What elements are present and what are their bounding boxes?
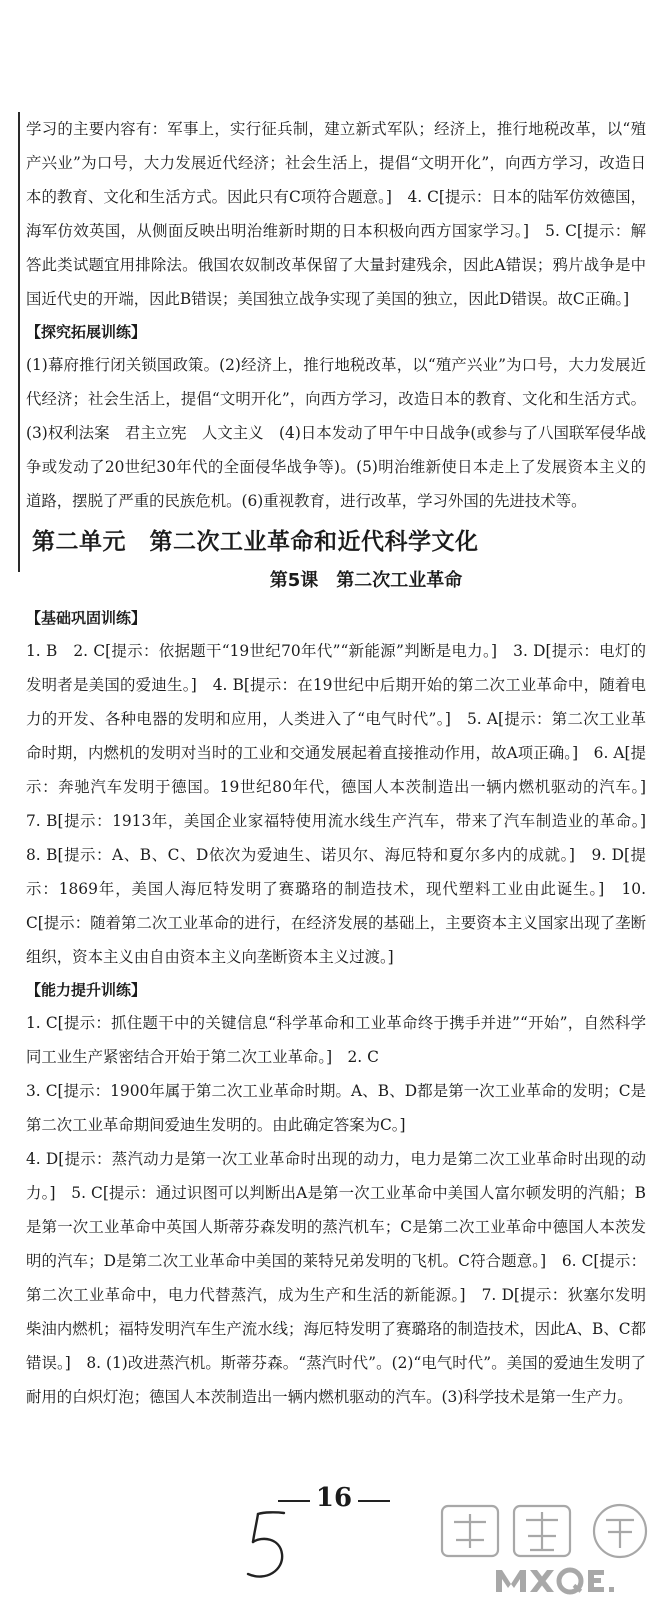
unit-title: 第二单元 第二次工业革命和近代科学文化 [32, 529, 479, 555]
section-title-explore: 【探究拓展训练】 [26, 323, 147, 341]
page-number-dash-right [358, 1500, 390, 1502]
watermark-logo [430, 1500, 665, 1600]
page-number-text: 16 [315, 1483, 353, 1513]
ability-answers-2: 3. C[提示：1900年属于第二次工业革命时期。A、B、D都是第一次工业革命的发明；C是第二次工业革命期间爱迪生发明的。由此确定答案为C。] [26, 1082, 646, 1134]
answer-paragraph-continued: 学习的主要内容有：军事上，实行征兵制，建立新式军队；经济上，推行地税改革，以“殖产兴业”为口号，大力发展近代经济；社会生活上，提倡“文明开化”，向西方学习，改造日本的教育、文化和生活方式。因此只有C项符合题意。] 4. C[提示：日本的陆军仿效德国，海军仿效英国，从侧面反映出明治维新时期的日本积极向西方国家学习。] 5. C[提示：解答此类试题宜用排除法。俄国农奴制改革保留了大量封建残余，因此A错误；鸦片战争是中国近代史的开端，因此B错误；美国独立战争实现了美国的独立，因此D错误。故C正确。] [26, 120, 646, 308]
left-margin-rule [18, 112, 20, 572]
section-title-ability: 【能力提升训练】 [26, 981, 147, 999]
ability-answers-1: 1. C[提示：抓住题干中的关键信息“科学革命和工业革命终于携手并进”“开始”，自然科学同工业生产紧密结合开始于第二次工业革命。] 2. C [26, 1014, 646, 1066]
page-number-dash-left [278, 1500, 310, 1502]
lesson-title: 第5课 第二次工业革命 [269, 570, 463, 591]
page-content [26, 112, 662, 1414]
basic-answers: 1. B 2. C[提示：依据题干“19世纪70年代”“新能源”判断是电力。] 3. D[提示：电灯的发明者是美国的爱迪生。] 4. B[提示：在19世纪中后期开始的第二次工业革命中，随着电力的开发、各种电器的发明和应用，人类进入了“电气时代”。] 5. A[提示：第二次工业革命时期，内燃机的发明对当时的工业和交通发展起着直接推动作用，故A项正确。] 6. A[提示：奔驰汽车发明于德国。19世纪80年代，德国人本茨制造出一辆内燃机驱动的汽车。] 7. B[提示：1913年，美国企业家福特使用流水线生产汽车，带来了汽车制造业的革命。] 8. B[提示：A、B、C、D依次为爱迪生、诺贝尔、海厄特和夏尔多内的成就。] 9. D[提示：1869年，美国人海厄特发明了赛璐珞的制造技术，现代塑料工业由此诞生。] 10. C[提示：随着第二次工业革命的进行，在经济发展的基础上，主要资本主义国家出现了垄断组织，资本主义由自由资本主义向垄断资本主义过渡。] [26, 642, 662, 966]
ability-answers-3: 4. D[提示：蒸汽动力是第一次工业革命时出现的动力，电力是第二次工业革命时出现的动力。] 5. C[提示：通过识图可以判断出A是第一次工业革命中美国人富尔顿发明的汽船；B是第一次工业革命中英国人斯蒂芬森发明的蒸汽机车；C是第二次工业革命中德国人本茨发明的汽车；D是第二次工业革命中美国的莱特兄弟发明的飞机。C符合题意。] 6. C[提示：第二次工业革命中，电力代替蒸汽，成为生产和生活的新能源。] 7. D[提示：狄塞尔发明柴油内燃机；福特发明汽车生产流水线；海厄特发明了赛璐珞的制造技术，因此A、B、C都错误。] 8. (1)改进蒸汽机。斯蒂芬森。“蒸汽时代”。(2)“电气时代”。美国的爱迪生发明了耐用的白炽灯泡；德国人本茨制造出一辆内燃机驱动的汽车。(3)科学技术是第一生产力。 [26, 1150, 646, 1406]
explore-answers: (1)幕府推行闭关锁国政策。(2)经济上，推行地税改革，以“殖产兴业”为口号，大力发展近代经济；社会生活上，提倡“文明开化”，向西方学习，改造日本的教育、文化和生活方式。(3)权利法案 君主立宪 人文主义 (4)日本发动了甲午中日战争(或参与了八国联军侵华战争或发动了20世纪30年代的全面侵华战争等)。(5)明治维新使日本走上了发展资本主义的道路，摆脱了严重的民族危机。(6)重视教育，进行改革，学习外国的先进技术等。 [26, 356, 646, 510]
section-title-basic: 【基础巩固训练】 [26, 609, 147, 627]
handwritten-number-mark [236, 1508, 296, 1588]
watermark-url-glyphs [496, 1570, 614, 1593]
